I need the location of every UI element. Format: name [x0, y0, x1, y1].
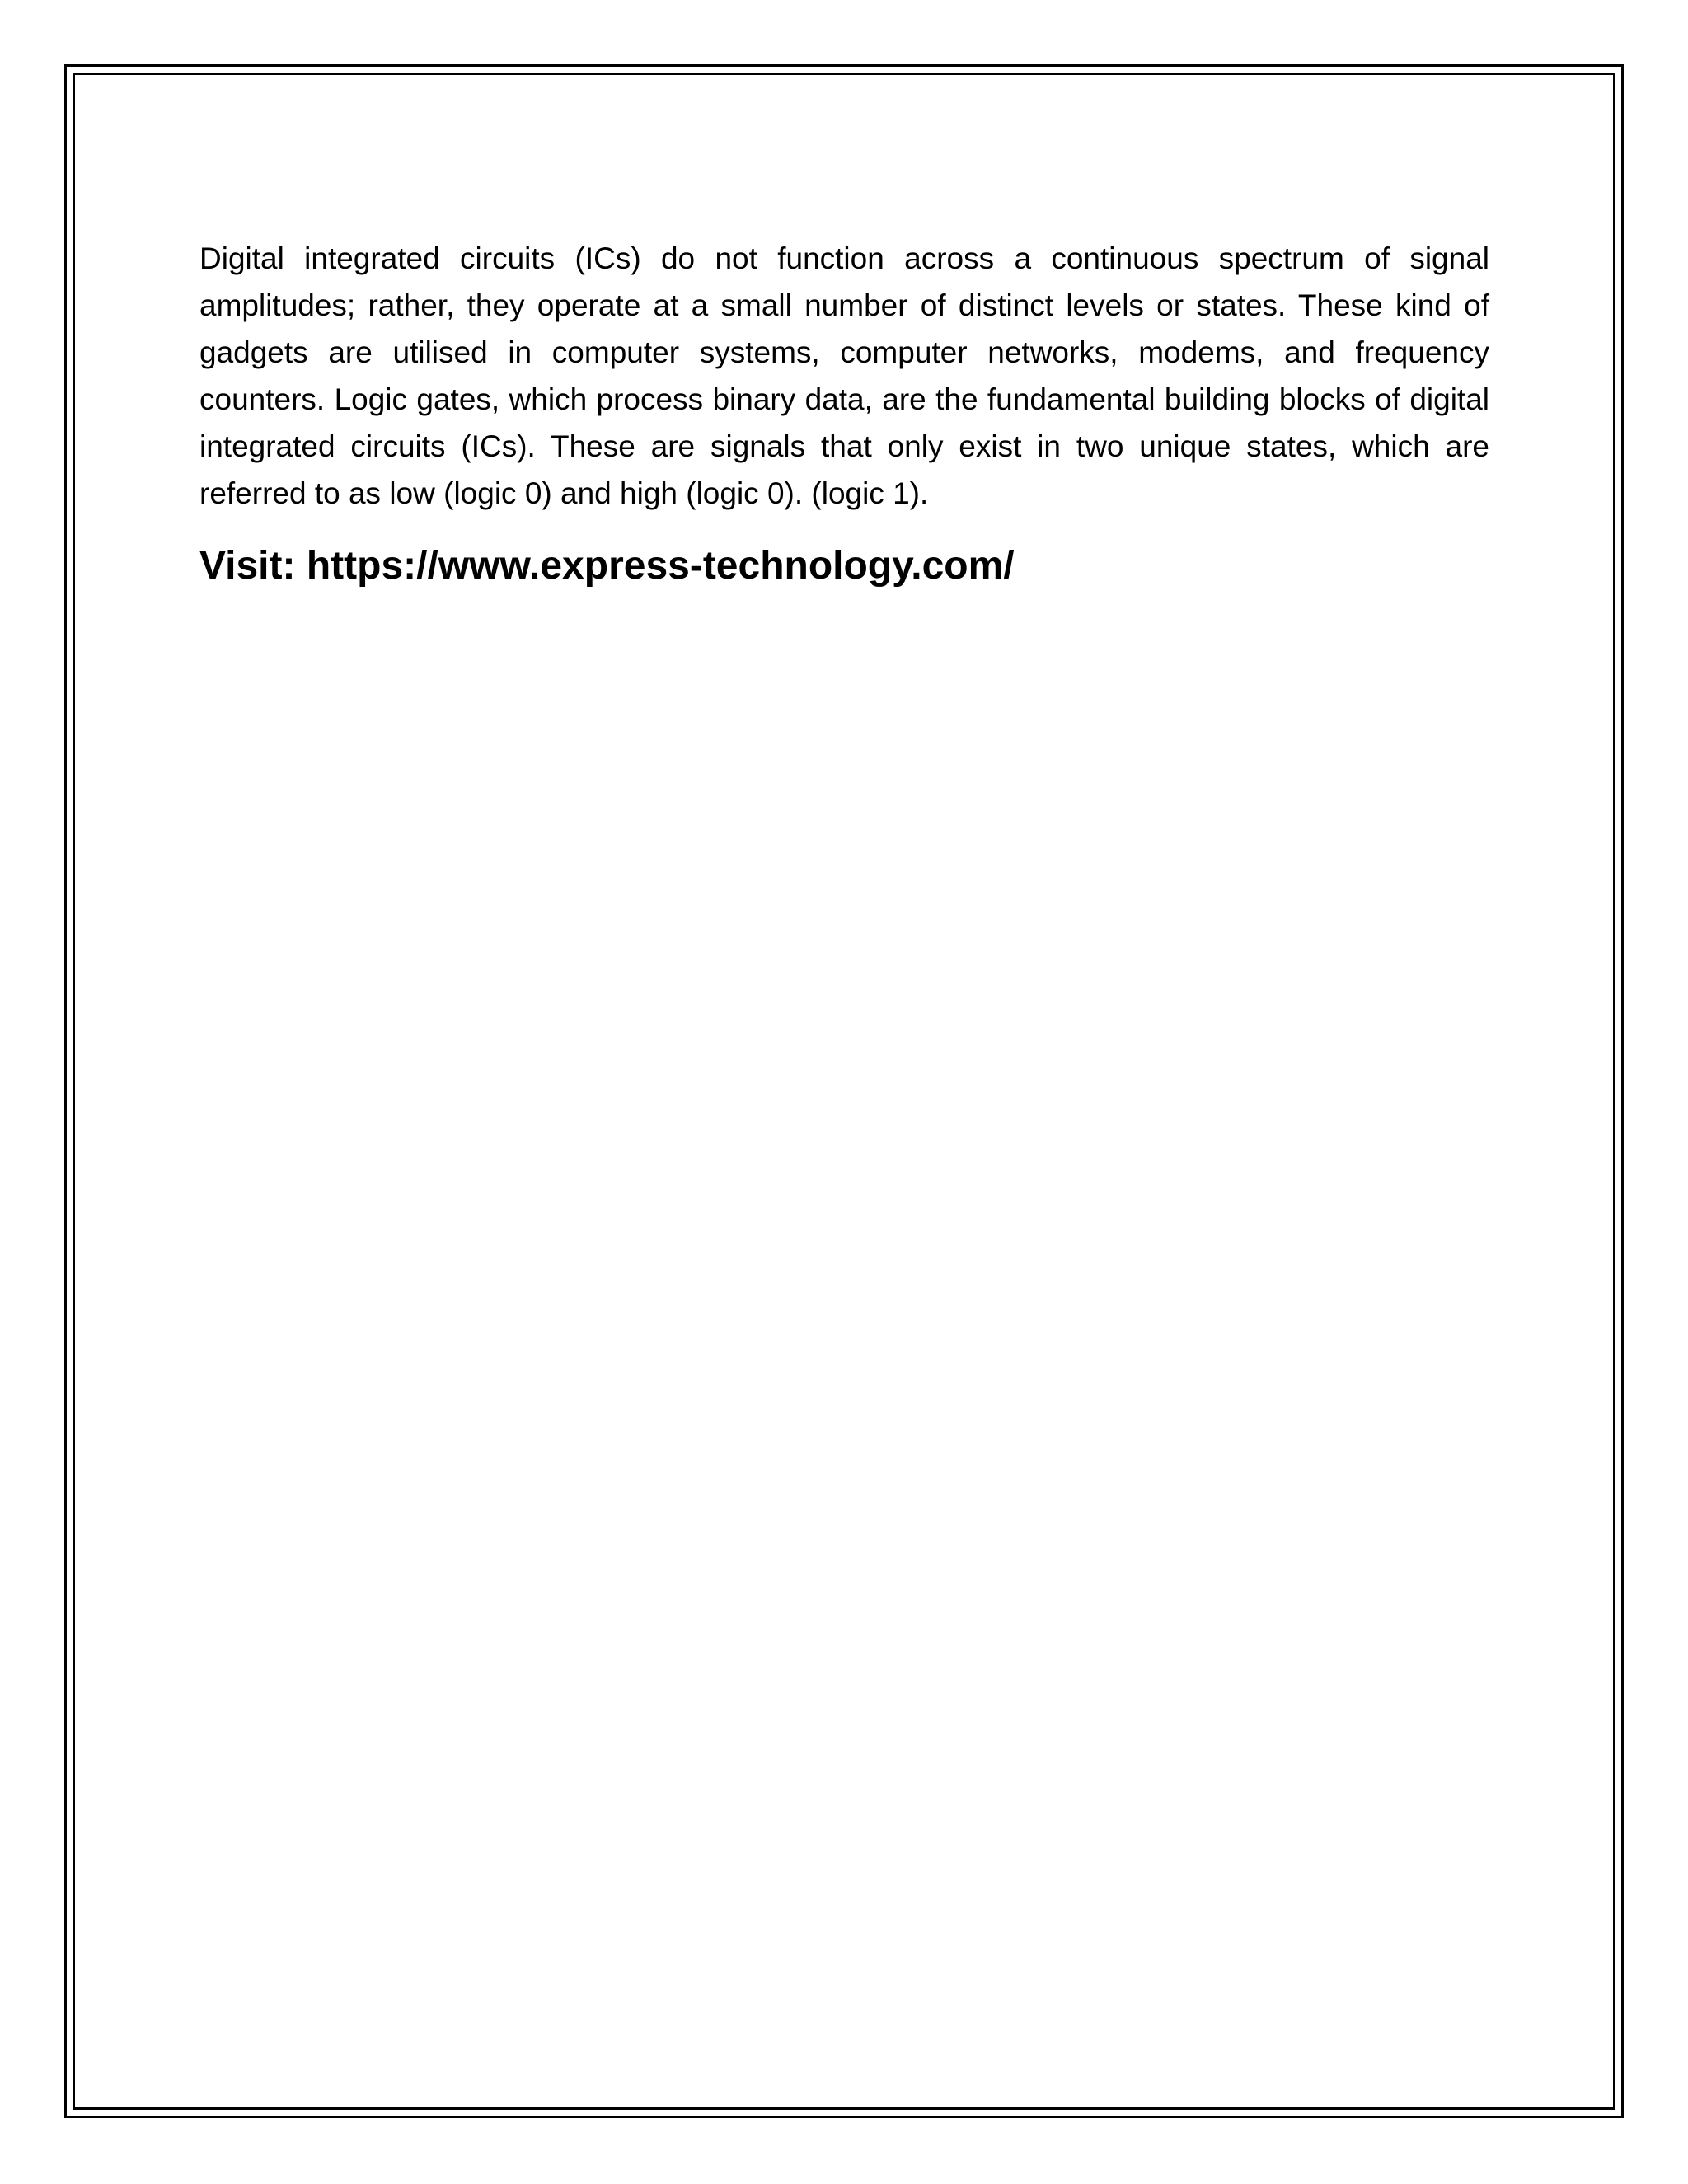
- body-paragraph: Digital integrated circuits (ICs) do not function across a continuous spectrum of signal amplitudes; rather, they operate at a small number of distinct levels or states. These kind of gadgets are utilised in computer systems, computer networks, modems, and frequency counters. Logic gates, which process binary data, are the fundamental building blocks of digital integrated circuits (ICs). These are signals that only exist in two unique states, which are referred to as low (logic 0) and high (logic 0). (logic 1).: [199, 241, 1489, 510]
- visit-label: Visit:: [199, 544, 296, 588]
- page-content: [199, 235, 1489, 593]
- visit-url-link[interactable]: https://www.express-technology.com/: [306, 544, 1015, 588]
- visit-line: [199, 540, 1489, 593]
